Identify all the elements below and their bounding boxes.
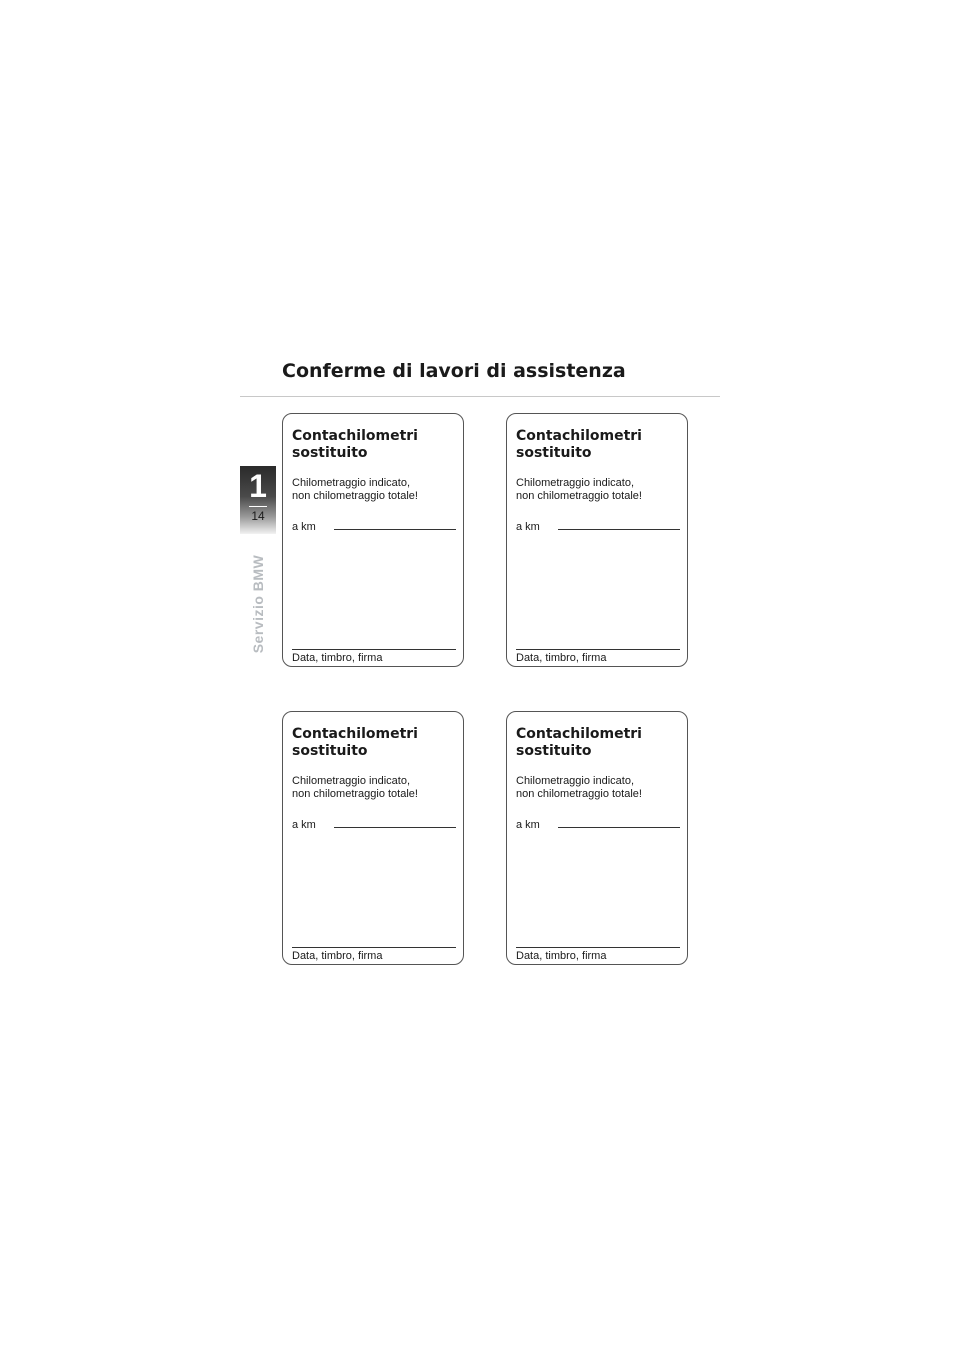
card-title-line: Contachilometri: [292, 428, 418, 444]
signature-label: Data, timbro, firma: [292, 652, 383, 664]
service-card: [282, 711, 464, 965]
km-label: a km: [292, 819, 316, 831]
service-card: [282, 413, 464, 667]
card-title: [292, 428, 457, 462]
signature-label: Data, timbro, firma: [292, 950, 383, 962]
km-label: a km: [516, 819, 540, 831]
card-note-line: Chilometraggio indicato,: [516, 477, 635, 489]
card-title: [292, 726, 457, 760]
chapter-divider: [249, 506, 267, 507]
km-entry-line: [558, 529, 680, 530]
km-entry-line: [334, 529, 456, 530]
page-number: 14: [251, 509, 265, 523]
card-title: [516, 726, 681, 760]
signature-line: [516, 649, 680, 650]
signature-label: Data, timbro, firma: [516, 652, 607, 664]
card-note-line: Chilometraggio indicato,: [292, 775, 411, 787]
card-title-line: Contachilometri: [292, 726, 418, 742]
card-note: [292, 477, 460, 503]
km-label: a km: [516, 521, 540, 533]
service-card: [506, 711, 688, 965]
km-label: a km: [292, 521, 316, 533]
signature-line: [292, 649, 456, 650]
card-title-line: Contachilometri: [516, 428, 642, 444]
section-label: Servizio BMW: [250, 554, 266, 654]
service-card: [506, 413, 688, 667]
title-divider: [240, 396, 720, 397]
card-note-line: non chilometraggio totale!: [292, 490, 418, 502]
km-entry-line: [558, 827, 680, 828]
signature-label: Data, timbro, firma: [516, 950, 607, 962]
chapter-number: 1: [249, 468, 267, 504]
card-note-line: non chilometraggio totale!: [516, 490, 642, 502]
card-note: [516, 775, 684, 801]
card-note-line: non chilometraggio totale!: [292, 788, 418, 800]
card-title-line: Contachilometri: [516, 726, 642, 742]
signature-line: [516, 947, 680, 948]
card-title-line: sostituito: [516, 445, 592, 461]
card-title: [516, 428, 681, 462]
card-note-line: Chilometraggio indicato,: [516, 775, 635, 787]
km-entry-line: [334, 827, 456, 828]
signature-line: [292, 947, 456, 948]
card-title-line: sostituito: [292, 445, 368, 461]
page-title: Conferme di lavori di assistenza: [282, 360, 626, 382]
card-note: [292, 775, 460, 801]
card-note: [516, 477, 684, 503]
chapter-tab: [240, 466, 276, 534]
card-title-line: sostituito: [516, 743, 592, 759]
card-note-line: Chilometraggio indicato,: [292, 477, 411, 489]
card-title-line: sostituito: [292, 743, 368, 759]
card-note-line: non chilometraggio totale!: [516, 788, 642, 800]
